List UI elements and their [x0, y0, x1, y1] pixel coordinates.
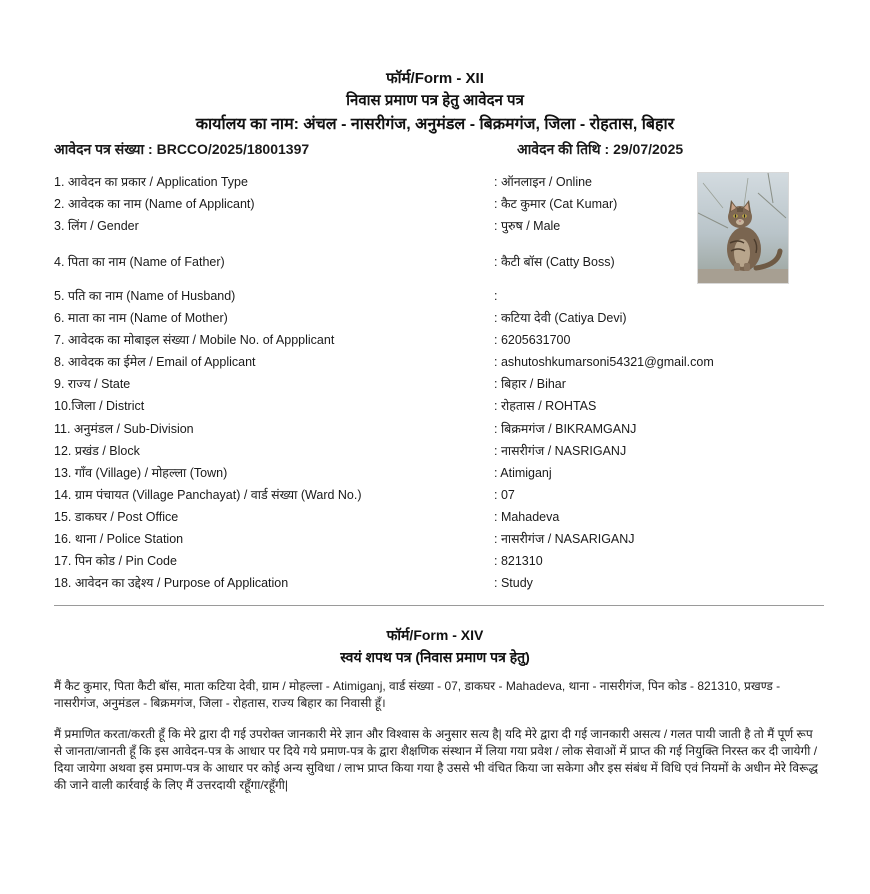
field-label: 10.जिला / District [54, 399, 145, 413]
field-label: 5. पति का नाम (Name of Husband) [54, 289, 236, 303]
field-value: : कैटी बॉस (Catty Boss) [494, 255, 615, 269]
field-value: : बिक्रमगंज / BIKRAMGANJ [494, 422, 637, 436]
field-value: : [494, 289, 498, 303]
field-label: 18. आवेदन का उद्देश्य / Purpose of Application [54, 576, 289, 590]
field-value: : कटिया देवी (Catiya Devi) [494, 311, 627, 325]
field-label: 9. राज्य / State [54, 377, 131, 391]
application-date: आवेदन की तिथि : 29/07/2025 [517, 141, 684, 157]
affidavit-paragraph-residence: मैं कैट कुमार, पिता कैटी बॉस, माता कटिया देवी, ग्राम / मोहल्ला - Atimiganj, वार्ड संख्या - 07, डाकघर - Mahadeva, थाना - नासरीगंज, पिन कोड - 821310, प्रखण्ड - नासरीगंज, अनुमंडल - बिक्रमगंज, जिला - रोहतास, राज्य बिहार का निवासी हूँ। [54, 679, 781, 710]
field-value: : ऑनलाइन / Online [494, 175, 593, 189]
field-label: 6. माता का नाम (Name of Mother) [54, 311, 228, 325]
field-label: 8. आवेदक का ईमेल / Email of Applicant [54, 355, 256, 369]
field-label: 1. आवेदन का प्रकार / Application Type [54, 175, 248, 189]
field-value: : कैट कुमार (Cat Kumar) [494, 197, 618, 211]
applicant-photo [697, 172, 789, 284]
field-value: : नासरीगंज / NASRIGANJ [494, 444, 627, 458]
section-divider [54, 605, 824, 606]
field-label: 17. पिन कोड / Pin Code [54, 554, 177, 568]
field-label: 4. पिता का नाम (Name of Father) [54, 255, 225, 269]
field-value: : Mahadeva [494, 510, 560, 524]
field-value: : Atimiganj [494, 466, 552, 480]
field-label: 16. थाना / Police Station [54, 532, 184, 546]
form-title: फॉर्म/Form - XII [386, 70, 484, 87]
field-value: : रोहतास / ROHTAS [494, 399, 597, 413]
form-subtitle: निवास प्रमाण पत्र हेतु आवेदन पत्र [346, 92, 524, 109]
field-label: 14. ग्राम पंचायत (Village Panchayat) / वार्ड संख्या (Ward No.) [54, 488, 362, 502]
field-label: 7. आवेदक का मोबाइल संख्या / Mobile No. of Appplicant [54, 333, 335, 347]
application-number: आवेदन पत्र संख्या : BRCCO/2025/18001397 [54, 141, 310, 157]
field-label: 2. आवेदक का नाम (Name of Applicant) [54, 197, 255, 211]
affidavit-form-title: फॉर्म/Form - XIV [386, 627, 484, 643]
field-label: 11. अनुमंडल / Sub-Division [54, 422, 194, 436]
field-value: : 6205631700 [494, 333, 571, 347]
field-value: : 07 [494, 488, 515, 502]
affidavit-subtitle: स्वयं शपथ पत्र (निवास प्रमाण पत्र हेतु) [340, 649, 530, 665]
field-label: 13. गाँव (Village) / मोहल्ला (Town) [54, 466, 228, 480]
affidavit-paragraph-declaration: मैं प्रमाणित करता/करती हूँ कि मेरे द्वारा दी गई उपरोक्त जानकारी मेरे ज्ञान और विश्वास के अनुसार सत्य है| यदि मेरे द्वारा दी गई जानकारी असत्य / गलत पायी जाती है तो मैं पूर्ण रूप से जानता/जानती हूँ कि इस आवेदन-पत्र के आधार पर दिये गये प्रमाण-पत्र के द्वारा शैक्षणिक संस्थान में लिया गया प्रवेश / लोक सेवाओं में प्राप्त की गई नियुक्ति निरस्त कर दी जायेगी / दिया जायेगा अथवा इस प्रमाण-पत्र के आधार पर कोई अन्य सुविधा / लाभ प्राप्त किया गया है उससे भी वंचित किया जा सकेगा और इस संबंध में विधि एवं नियमों के अधीन मेरे विरूद्ध की जाने वाली कार्रवाई के लिए मैं उत्तरदायी रहूँगा/रहूँगी| [54, 727, 818, 792]
field-label: 12. प्रखंड / Block [54, 444, 140, 458]
field-value: : बिहार / Bihar [494, 377, 566, 391]
field-label: 3. लिंग / Gender [54, 219, 139, 233]
cat-photo-icon [698, 173, 788, 283]
field-value: : पुरुष / Male [494, 219, 561, 233]
office-name: कार्यालय का नाम: अंचल - नासरीगंज, अनुमंडल - बिक्रमगंज, जिला - रोहतास, बिहार [195, 116, 675, 133]
field-label: 15. डाकघर / Post Office [54, 510, 179, 524]
field-value: : 821310 [494, 554, 543, 568]
field-value: : नासरीगंज / NASARIGANJ [494, 532, 635, 546]
field-value: : Study [494, 576, 533, 590]
field-value: : ashutoshkumarsoni54321@gmail.com [494, 355, 714, 369]
